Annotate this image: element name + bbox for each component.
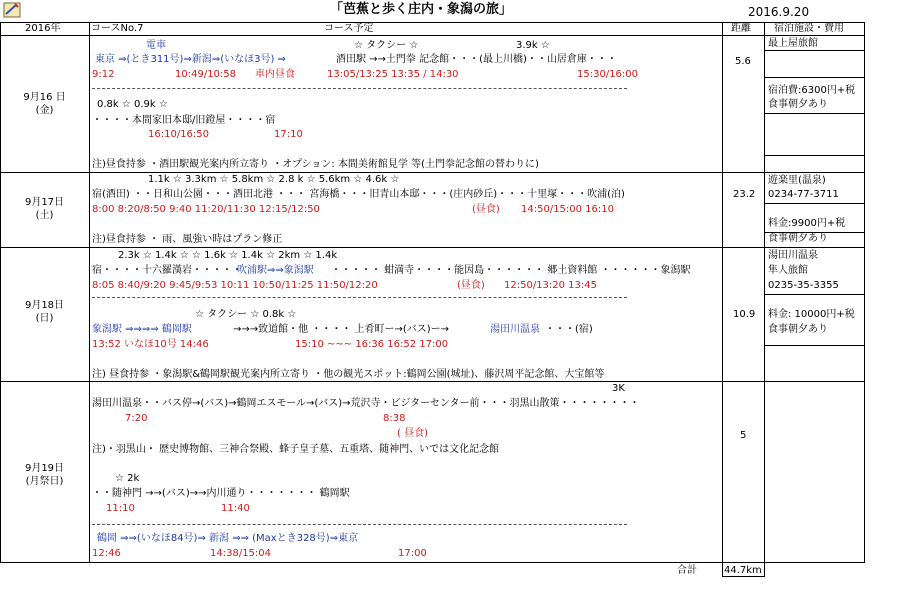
day1-time-b: 10:49/10:58 [175,69,237,80]
day1-train-label: 電車 [146,40,166,51]
day1-route2: ・・・・本間家旧本邸/旧鐙屋・・・・宿 [92,115,276,126]
day4-route2: ・・随神門 →→(バス)→→内川通り・・・・・・・ 鶴岡駅 [92,488,350,499]
day3-date: 9月18日 (日) [24,300,65,324]
day3-dist-row: 2.3k ☆ 1.4k ☆ ☆ 1.6k ☆ 1.4k ☆ 2km ☆ 1.4k [118,250,338,261]
day4-time-g: 17:00 [398,548,427,559]
day3-taxi-row: ☆ タクシー ☆ 0.8k ☆ [195,309,297,320]
day3-route2-train: 象潟駅 ⇒⇒⇒⇒ 鶴岡駅 [92,324,192,335]
day3-lodge-cost: 料金: 10000円+税 [768,309,855,320]
day1-route-walk: 酒田駅 →→土門拳 記念館・・・(最上川橋)・・山居倉庫・・・ [336,54,617,65]
day1-distance: 5.6 [735,56,751,67]
day1-dist-row2: 0.8k ☆ 0.9k ☆ [97,99,168,110]
day4-route3: 鶴岡 ⇒⇒(いなほ84号)⇒ 新潟 ⇒⇒ (Maxとき328号)⇒東京 [97,533,359,544]
day1-time-a: 9:12 [92,69,115,80]
day3-lodge-name: 湯田川温泉 [768,250,818,261]
day4-note: 注)・羽黒山・ 歴史博物館、三神合祭殿、蜂子皇子墓、五重塔、随神門、いでは文化記念館 [92,444,500,455]
scroll-icon [3,2,21,18]
day4-date: 9月19日 (月祭日) [24,463,65,487]
day3-times3: 13:52 いなほ10号 14:46 [92,339,209,350]
page-title: 「芭蕉と歩く庄内・象潟の旅」 [330,2,513,17]
day3-times2: 12:50/13:20 13:45 [504,280,598,291]
lodge1-line-b [764,77,864,78]
day2-lunch: (昼食) [472,204,500,215]
day3-distance: 10.9 [733,309,756,320]
day4-time-e: 12:46 [92,548,121,559]
day3-times: 8:05 8:40/9:20 9:45/9:53 10:11 10:50/11:25 11:50/12:20 [92,280,378,291]
day3-lunch: (昼食) [457,280,485,291]
day4-time-d: 11:40 [221,503,250,514]
document-date: 2016.9.20 [748,5,810,19]
lodge3-line-b [764,345,864,346]
day4-time-a: 7:20 [125,413,148,424]
day1-route-train: 東京 ⇒(とき311号)⇒新潟⇒(いなほ3号) ⇒ [95,54,286,65]
day3-route-train: 吹浦駅⇒⇒象潟駅 [237,265,314,276]
lodge1-line-d [764,155,864,156]
day3-route-a: 宿・・・・十六羅漢岩・・・・・ [92,265,242,276]
day2-date: 9月17日 (土) [24,197,65,221]
header-bottom [0,35,864,36]
total-value: 44.7km [724,565,762,576]
day1-lunch: 車内昼食 [255,69,295,80]
day3-route-c: ・・・・・ 蚶満寺・・・・能因島・・・・・・ 郷土資料館 ・・・・・・象潟駅 [331,265,691,276]
day2-lodge-name: 遊楽里(温泉) [768,175,826,186]
day4-lunch: ( 昼食) [397,428,428,439]
day2-lodge-phone: 0234-77-3711 [768,189,839,200]
col-line-distance [764,22,765,577]
lodge1-line-a [764,50,864,51]
col-course-plan: コース予定 [324,23,374,34]
day1-taxi: ☆ タクシー ☆ [354,40,419,51]
lodge1-line-c [764,113,864,114]
day4-time-f: 14:38/15:04 [210,548,272,559]
day2-lodge-meal: 食事朝夕あり [768,233,828,244]
day3-route2-walk: →→→致道館・他 ・・・・ 上肴町ー→(バス)ー→ [233,324,450,335]
day3-route2-onsen: 湯田川温泉 [490,324,540,335]
day1-lodge-name: 最上屋旅館 [768,38,818,49]
day1-note: 注)昼食持参 ・酒田駅観光案内所立寄り ・オプション: 本間美術館見学 等(土門拳記念館の替わりに) [92,159,539,170]
day4-time-c: 11:10 [106,503,135,514]
day4-divider [92,524,627,525]
day3-times4: 15:10 ~~~ 16:36 16:52 17:00 [295,339,449,350]
col-year: 2016年 [25,23,61,34]
total-label: 合計 [677,565,697,576]
col-distance: 距離 [731,23,751,34]
day1-bottom [0,172,864,173]
col-line-right [864,22,865,563]
day3-route2-inn: ・・・(宿) [545,324,593,335]
day4-route: 湯田川温泉・・バス停→(バス)→鶴岡エスモール→(バス)→荒沢寺・ビジターセンター前・・・羽黒山散策・・・・・・・・ [92,398,640,409]
day2-times: 8:00 8:20/8:50 9:40 11:20/11:30 12:15/12:50 [92,204,320,215]
day4-distance: 5 [740,430,747,441]
day2-distance: 23.2 [733,189,756,200]
day3-lodge-meal: 食事朝夕あり [768,324,828,335]
day1-time-d: 15:30/16:00 [577,69,639,80]
col-course-no: コースNo.7 [91,23,144,34]
lodge2-line-a [764,203,864,204]
day1-time-e: 16:10/16:50 [148,129,210,140]
day1-divider [92,88,627,89]
day3-lodge-phone: 0235-35-3355 [768,280,839,291]
day1-time-c: 13:05/13:25 13:35 / 14:30 [327,69,459,80]
day3-note: 注) 昼食持参 ・象潟駅&鶴岡駅観光案内所立寄り ・他の観光スポット:鶴岡公園(城址)、藤沢周平記念館、大宝館等 [92,369,605,380]
day4-bottom [0,562,864,563]
day2-note: 注)昼食持参 ・ 雨、風強い時はプラン修正 [92,234,283,245]
day4-time-b: 8:38 [383,413,406,424]
day2-dist-row: 1.1k ☆ 3.3km ☆ 5.8km ☆ 2.8 k ☆ 5.6km ☆ 4.6k ☆ [148,174,400,185]
col-line-course [722,22,723,577]
day1-lodge-meal: 食事朝夕あり [768,99,828,110]
day3-lodge-name2: 隼人旅館 [768,265,808,276]
day1-date: 9月16 日 (金) [23,92,66,116]
day3-bottom [0,381,864,382]
day4-dist-row2: ☆ 2k [115,473,140,484]
day2-route: 宿(酒田) ・・日和山公園・・・酒田北港 ・・・ 宮海橋・・・旧青山本邸・・・(庄内砂丘)・・・十里塚・・・吹浦(泊) [92,189,625,200]
day2-bottom [0,247,864,248]
day1-time-f: 17:10 [274,129,303,140]
day2-times2: 14:50/15:00 16:10 [521,204,615,215]
day4-dist-top: 3K [612,383,625,394]
day1-lodge-cost: 宿泊費:6300円+税 [768,85,856,96]
day1-dist-row: 3.9k ☆ [516,40,550,51]
day2-lodge-cost: 料金:9900円+税 [768,218,846,229]
lodge3-line-a [764,294,864,295]
day3-divider [92,297,627,298]
col-lodging: 宿泊施設・費用 [774,23,844,34]
col-line-date [89,22,90,563]
